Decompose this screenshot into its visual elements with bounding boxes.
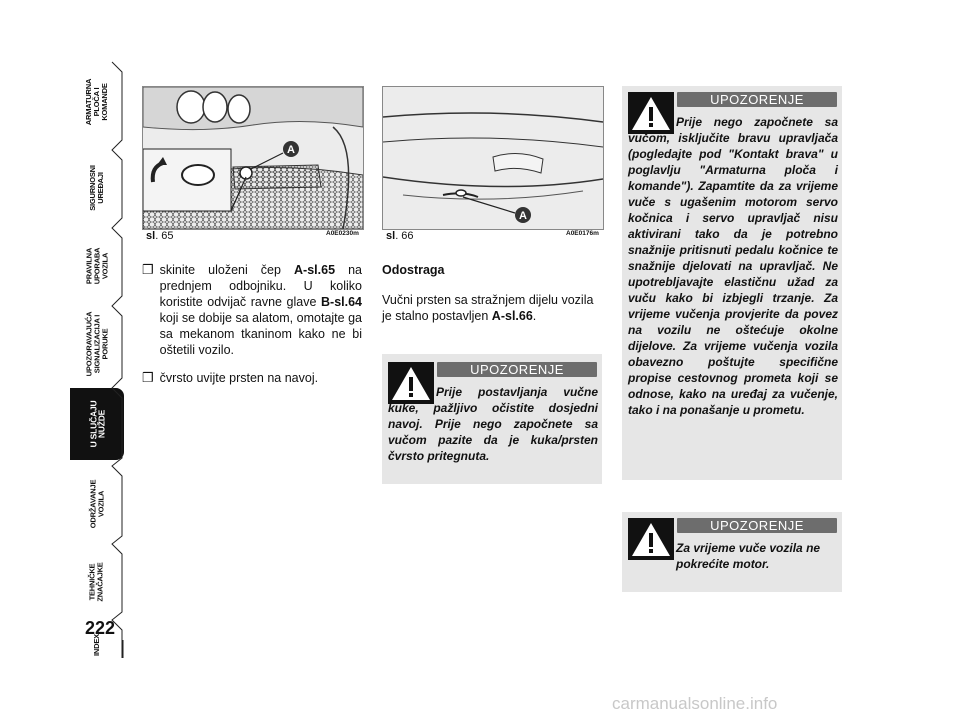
- svg-text:A: A: [287, 144, 295, 156]
- warning-title: UPOZORENJE: [437, 362, 597, 377]
- towing-paragraph: Vučni prsten sa stražnjem dijelu vozila je stalno postavljen A-sl.66.: [382, 293, 594, 323]
- section-heading: Odostraga: [382, 263, 445, 277]
- page-number: 222: [85, 618, 116, 638]
- warning-box-3: [622, 512, 842, 592]
- figure-66-rear: [382, 86, 604, 230]
- tab-tehnicke-znacajke[interactable]: TEHNIČKE ZNAČAJKE: [88, 562, 105, 602]
- warning-box-1: [382, 354, 602, 484]
- warning-triangle-icon: [628, 518, 674, 560]
- figure-65-front-bumper: [142, 86, 364, 230]
- tab-sigurnosni-uredaji[interactable]: SIGURNOSNI UREĐAJI: [87, 165, 105, 211]
- warning-text: Prije postavljanja vučne kuke, pažljivo očistite dosjedni navoj. Prije nego započnete sa vučom pazite da je kuka/prsten čvrsto pritegnuta.: [388, 385, 598, 463]
- left-column-text: [142, 262, 362, 386]
- figure-65-code: A0E0230m: [326, 230, 359, 237]
- figure-66-caption: sl. 66: [386, 230, 414, 242]
- warning-title: UPOZORENJE: [677, 92, 837, 107]
- middle-column-text: [382, 262, 602, 324]
- tab-pravilna-uporaba[interactable]: PRAVILNA UPORABA VOZILA: [84, 247, 109, 285]
- sidebar-divider: [110, 60, 130, 660]
- tab-odrzavanje-vozila[interactable]: ODRŽAVANJE VOZILA: [88, 479, 105, 529]
- tab-armaturna-ploca[interactable]: ARMATURNA PLOČA I KOMANDE: [83, 78, 109, 126]
- figure-66-code: A0E0176m: [566, 230, 599, 237]
- warning-box-2: [622, 86, 842, 480]
- watermark: carmanualsonline.info: [612, 694, 778, 713]
- bullet-item-1: ❒ skinite uloženi čep A-sl.65 na prednjem odbojniku. U koliko koristite odvijač ravne glave B-sl.64 koji se dobije sa alatom, omotajte ga sa mekanom tkaninom kako ne bi oštetili vozilo.: [142, 262, 362, 357]
- front-bumper-illustration: [143, 87, 363, 229]
- figure-65-caption: sl. 65: [146, 230, 174, 242]
- bullet-item-2: ❒ čvrsto uvijte prsten na navoj.: [142, 370, 319, 385]
- bullet-glyph: ❒: [142, 370, 154, 385]
- bullet-glyph: ❒: [142, 262, 154, 277]
- page-number-line: [118, 640, 128, 660]
- warning-text: Prije nego započnete sa vučom, isključite bravu upravljača (pogledajte pod "Kontakt brava" u poglavlju "Armaturna ploča i komande"). Zapamtite da za vrijeme vuče s ugašenim motorom servo kočnica i servo upravljač nisu aktivirani tako da je potrebno snažnije pritisnuti pedalu kočnice te snažnije djelovati na upravljač. Ne upotrebljavajte elastičnu užad za vuču kako bi izbjegli trzanje. Za vrijeme vučenja provjerite da povez na vozilu ne oštećuje okolne dijelove. Za vrijeme vučenja vozila obavezno poštujte specifične propise cestovnog prometa koji se odnose, kako na uređaj za vučenje, tako i na ponašanje u prometu.: [628, 115, 838, 417]
- rear-bumper-illustration: [383, 87, 603, 229]
- tab-index[interactable]: INDEX: [91, 634, 101, 656]
- svg-text:A: A: [519, 210, 527, 222]
- warning-title: UPOZORENJE: [677, 518, 837, 533]
- warning-text: Za vrijeme vuče vozila ne pokrećite motor.: [676, 541, 821, 571]
- tab-upozoravajuca-signalizacija[interactable]: UPOZORAVAJUĆA SIGNALIZACIJA I PORUKE: [84, 311, 110, 377]
- tab-u-slucaju-nuzde[interactable]: U SLUČAJU NUŽDE: [70, 388, 124, 460]
